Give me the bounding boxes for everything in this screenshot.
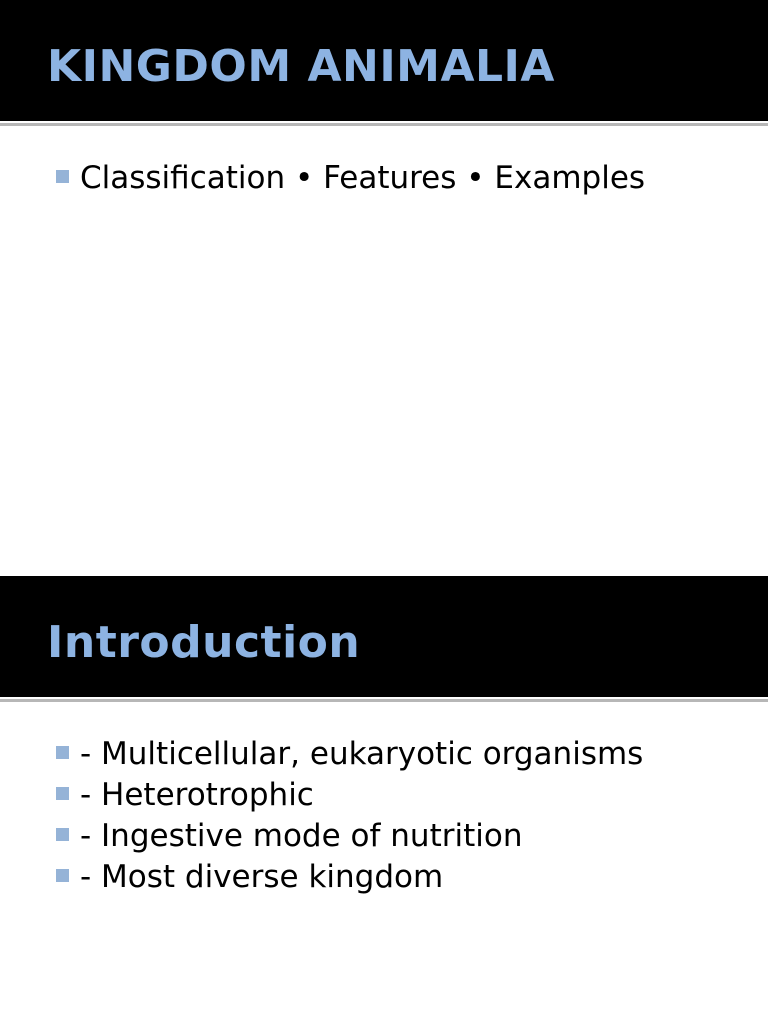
slide-introduction — [0, 576, 768, 1024]
square-bullet-icon — [56, 170, 69, 183]
bullet-item — [56, 857, 643, 898]
title-divider — [0, 699, 768, 702]
title-bar — [0, 576, 768, 697]
bullet-item — [56, 775, 643, 816]
bullet-item — [56, 816, 643, 857]
bullet-text: - Ingestive mode of nutrition — [80, 818, 523, 854]
title-bar — [0, 0, 768, 121]
bullet-text: - Heterotrophic — [80, 777, 314, 813]
bullet-item — [56, 158, 645, 199]
bullet-text: - Multicellular, eukaryotic organisms — [80, 736, 644, 772]
bullet-item — [56, 734, 643, 775]
square-bullet-icon — [56, 746, 69, 759]
slide-title: KINGDOM ANIMALIA — [47, 41, 555, 92]
square-bullet-icon — [56, 869, 69, 882]
square-bullet-icon — [56, 787, 69, 800]
bullet-text: Classification • Features • Examples — [80, 160, 646, 196]
bullet-text: - Most diverse kingdom — [80, 859, 444, 895]
slide-title: Introduction — [47, 617, 361, 668]
title-divider — [0, 123, 768, 126]
bullet-list — [56, 734, 643, 898]
bullet-list — [56, 158, 645, 199]
square-bullet-icon — [56, 828, 69, 841]
